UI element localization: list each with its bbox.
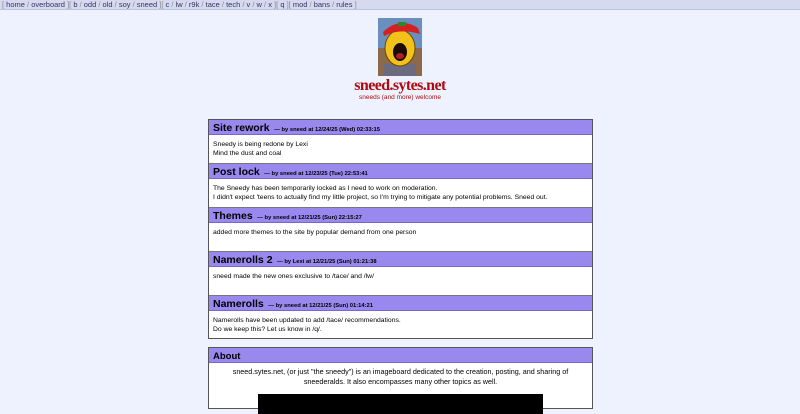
news-title: Namerolls 2: [213, 254, 273, 266]
banner-image: [258, 394, 543, 414]
news-title: Post lock: [213, 166, 260, 178]
news-item: [209, 296, 592, 339]
news-meta: — by sneed at 12/21/25 (Sun) 22:15:27: [257, 215, 362, 221]
about-title: About: [213, 351, 241, 362]
nav-link-r9k[interactable]: r9k: [188, 0, 200, 9]
news-line: The Sneedy has been temporarily locked as I need to work on moderation.: [213, 185, 438, 192]
news-title: Namerolls: [213, 298, 264, 310]
nav-link-old[interactable]: old: [102, 0, 113, 9]
nav-link-c[interactable]: c: [165, 0, 170, 9]
news-line: Do we keep this? Let us know in /q/.: [213, 326, 322, 333]
nav-link-odd[interactable]: odd: [83, 0, 97, 9]
news-line: Mind the dust and coal: [213, 150, 282, 157]
news-body: [209, 179, 592, 208]
news-header: [209, 208, 592, 223]
news-body: [209, 267, 592, 296]
news-item: [209, 120, 592, 164]
about-text: sneed.sytes.net, (or just "the sneedy") is an imageboard dedicated to the creation, posting, and sharing of sneederalds. It also encompasses many other topics as well.: [232, 367, 569, 386]
news-meta: — by sneed at 12/23/25 (Tue) 22:53:41: [264, 171, 368, 177]
news-line: I didn't expect 'teens to actually find my little project, so I'm trying to mitigate any potential problems. Sneed out.: [213, 194, 548, 201]
nav-link-bans[interactable]: bans: [313, 0, 330, 9]
nav-link-tech[interactable]: tech: [226, 0, 241, 9]
about-header: [209, 348, 592, 363]
nav-link-lw[interactable]: lw: [175, 0, 183, 9]
news-body: [209, 223, 592, 252]
nav-link-b[interactable]: b: [73, 0, 78, 9]
nav-link-mod[interactable]: mod: [292, 0, 308, 9]
news-line: sneed made the new ones exclusive to /tace/ and /lw/: [213, 273, 374, 280]
nav-link-sneed[interactable]: sneed: [136, 0, 158, 9]
news-meta: — by sneed at 12/24/25 (Wed) 02:33:15: [274, 127, 380, 133]
news-title: Themes: [213, 210, 253, 222]
news-box: [208, 119, 593, 339]
nav-link-w[interactable]: w: [256, 0, 262, 9]
news-item: [209, 252, 592, 296]
news-line: added more themes to the site by popular demand from one person: [213, 229, 417, 236]
news-body: [209, 311, 592, 339]
nav-link-tace[interactable]: tace: [205, 0, 220, 9]
news-header: [209, 120, 592, 135]
news-item: [209, 208, 592, 252]
news-line: Sneedy is being redone by Lexi: [213, 141, 308, 148]
news-line: Namerolls have been updated to add /tace/ recommendations.: [213, 317, 401, 324]
news-meta: — by Lexi at 12/21/25 (Sun) 01:21:38: [276, 259, 377, 265]
nav-link-soy[interactable]: soy: [118, 0, 131, 9]
board-nav-bar: [ home / overboard ][ b / odd / old / soy / sneed ][ c / lw / r9k / tace / tech / v / w / x ][ q ][ mod / bans / rules ]: [0, 0, 800, 10]
nav-link-overboard[interactable]: overboard: [31, 0, 65, 9]
nav-link-rules[interactable]: rules: [336, 0, 353, 9]
nav-link-q[interactable]: q: [280, 0, 285, 9]
site-logo: [378, 18, 422, 76]
nav-link-v[interactable]: v: [246, 0, 251, 9]
nav-link-home[interactable]: home: [6, 0, 25, 9]
news-header: [209, 252, 592, 267]
news-meta: — by sneed at 12/21/25 (Sun) 01:14:21: [268, 303, 373, 309]
site-title: sneed.sytes.net: [354, 77, 446, 94]
news-header: [209, 296, 592, 311]
news-item: [209, 164, 592, 208]
site-subtitle: sneeds (and more) welcome: [358, 94, 441, 101]
news-title: Site rework: [213, 122, 270, 134]
news-body: [209, 135, 592, 164]
news-header: [209, 164, 592, 179]
nav-link-x[interactable]: x: [268, 0, 272, 9]
